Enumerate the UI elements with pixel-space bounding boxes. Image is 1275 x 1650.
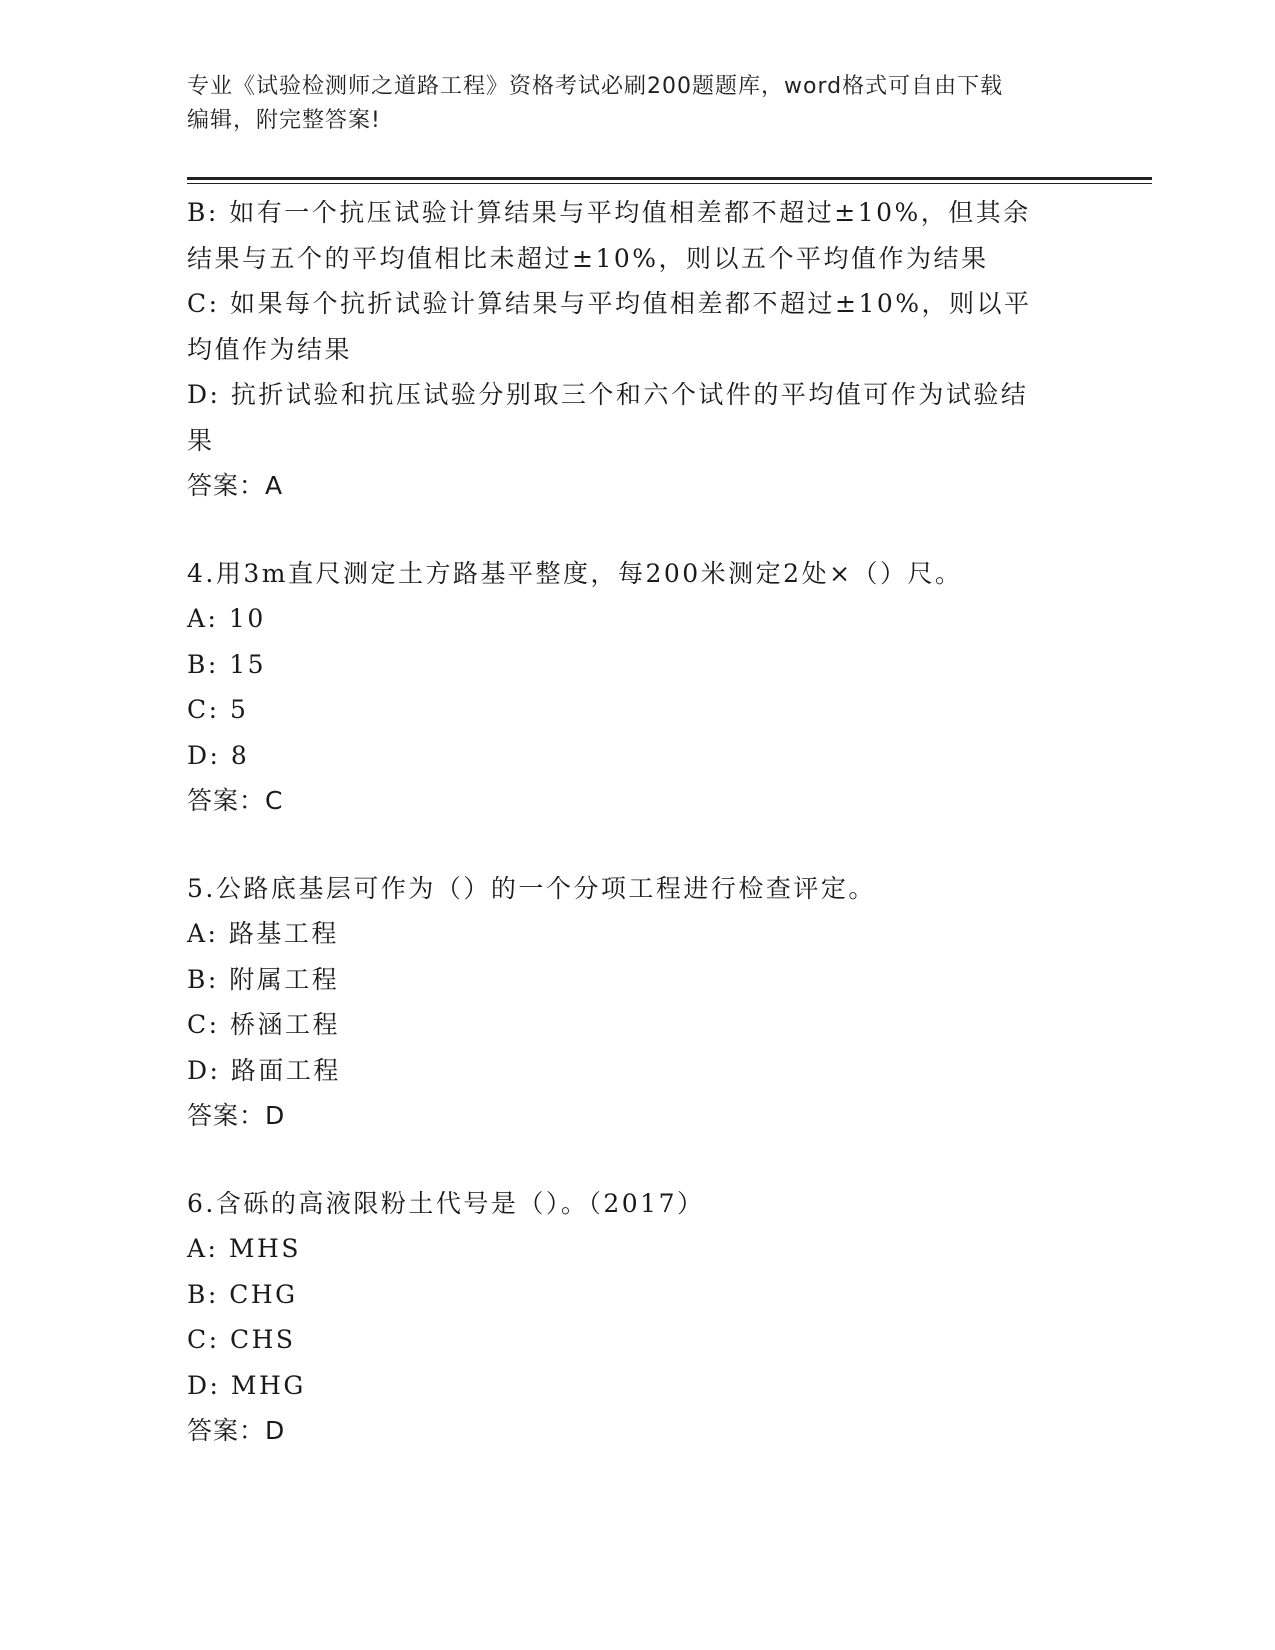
option-c: C: CHS xyxy=(187,1325,296,1354)
option-d: D: 路面工程 xyxy=(187,1055,341,1085)
answer-line: 答案：A xyxy=(187,471,284,500)
header-divider-thick xyxy=(187,177,1152,180)
question-4 xyxy=(187,551,1087,824)
option-a: A: 10 xyxy=(187,604,266,633)
option-a: A: 路基工程 xyxy=(187,919,339,948)
header-title-line-2: 编辑，附完整答案! xyxy=(187,108,381,133)
question-text: 6.含砾的高液限粉土代号是（）。（2017） xyxy=(187,1188,705,1218)
question-spacer xyxy=(187,824,1087,866)
option-b-line-2: 结果与五个的平均值相比未超过±10%，则以五个平均值作为结果 xyxy=(187,243,989,273)
header-divider-thin xyxy=(187,183,1152,184)
option-b: B: 附属工程 xyxy=(187,964,340,994)
answer-line: 答案：D xyxy=(187,1416,286,1445)
answer-line: 答案：C xyxy=(187,786,284,815)
question-spacer xyxy=(187,1139,1087,1181)
question-5 xyxy=(187,866,1087,1139)
question-spacer xyxy=(187,509,1087,551)
option-c: C: 桥涵工程 xyxy=(187,1010,340,1039)
option-c-line-2: 均值作为结果 xyxy=(187,334,353,364)
question-6 xyxy=(187,1181,1087,1454)
question-3-continued xyxy=(187,190,1087,509)
option-b-line-1: B: 如有一个抗压试验计算结果与平均值相差都不超过±10%，但其余 xyxy=(187,198,1031,227)
question-text: 4.用3m直尺测定土方路基平整度，每200米测定2处×（）尺。 xyxy=(187,558,963,588)
option-c: C: 5 xyxy=(187,695,249,724)
document-header xyxy=(187,70,1087,138)
option-c-line-1: C: 如果每个抗折试验计算结果与平均值相差都不超过±10%，则以平 xyxy=(187,289,1032,318)
question-list xyxy=(187,190,1087,1454)
option-d: D: MHG xyxy=(187,1370,306,1400)
option-d-line-1: D: 抗折试验和抗压试验分别取三个和六个试件的平均值可作为试验结 xyxy=(187,380,1029,409)
option-a: A: MHS xyxy=(187,1234,301,1263)
option-d: D: 8 xyxy=(187,740,250,770)
answer-line: 答案：D xyxy=(187,1101,286,1130)
option-b: B: 15 xyxy=(187,649,267,679)
option-b: B: CHG xyxy=(187,1279,298,1309)
question-text: 5.公路底基层可作为（）的一个分项工程进行检查评定。 xyxy=(187,873,876,903)
header-title-line-1: 专业《试验检测师之道路工程》资格考试必刷200题题库，word格式可自由下载 xyxy=(187,74,1004,99)
option-d-line-2: 果 xyxy=(187,425,215,455)
